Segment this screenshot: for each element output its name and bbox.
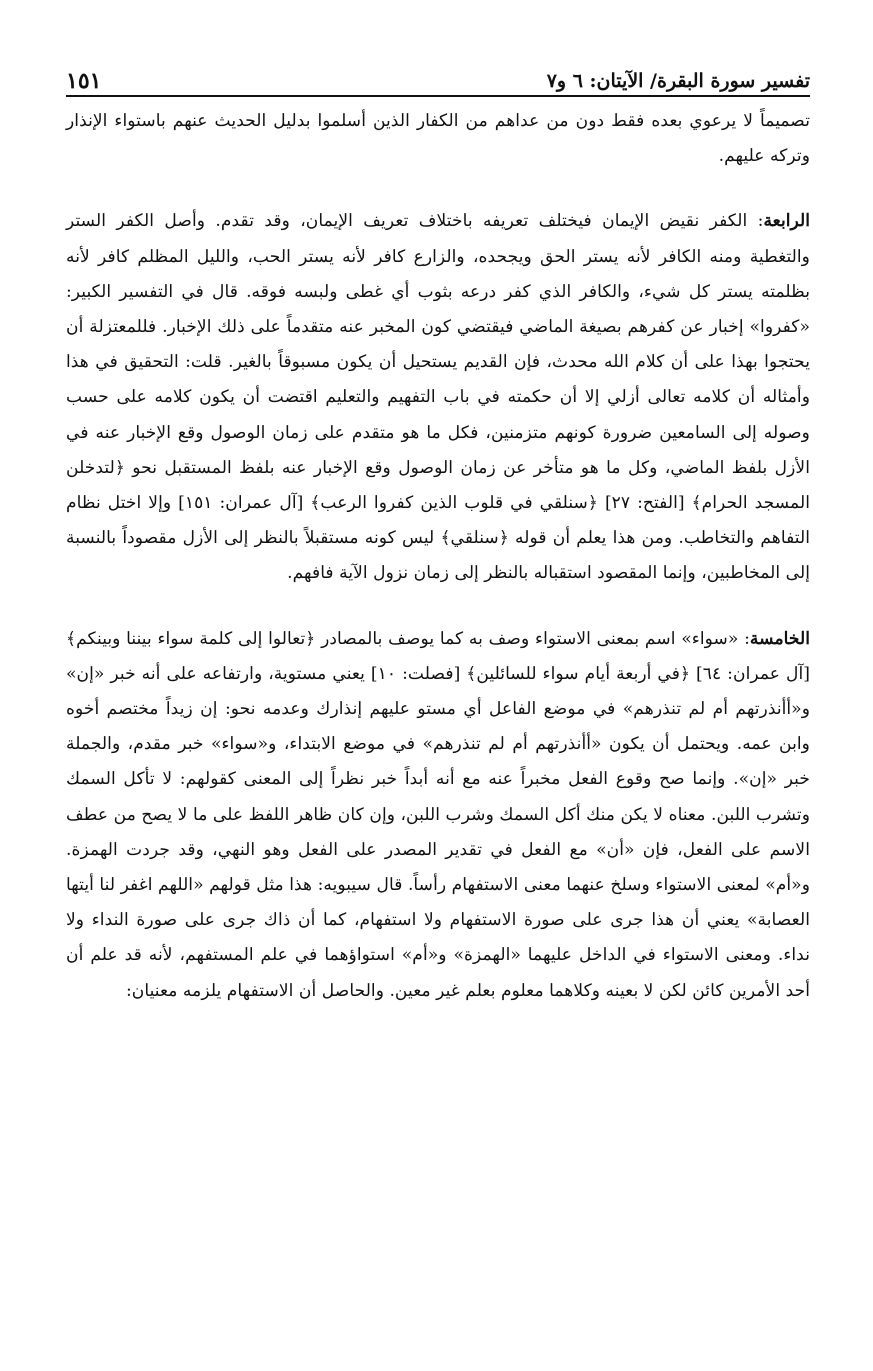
paragraph-gap — [66, 592, 810, 622]
paragraph-continuation — [66, 104, 810, 174]
header-rule — [66, 95, 810, 97]
page-body — [66, 104, 810, 1009]
page-number: ١٥١ — [66, 68, 102, 94]
paragraph-lead: الخامسة — [749, 628, 810, 649]
page-header — [66, 58, 810, 94]
paragraph-text: : الكفر نقيض الإيمان فيختلف تعريفه باختلاف تعريف الإيمان، وقد تقدم. وأصل الكفر الستر والتغطية ومنه الكافر لأنه يستر الحق ويجحده، والزارع كافر لأنه يستر الحب، والليل المظلم كافر لأنه بظلمته يستر كل شيء، والكافر الذي كفر درعه بثوب أي غطى ولبسه فوقه. قال في التفسير الكبير: «كفروا» إخبار عن كفرهم بصيغة الماضي فيقتضي كون المخبر عنه متقدماً على ذلك الإخبار. فللمعتزلة أن يحتجوا بهذا على أن كلام الله محدث، فإن القديم يستحيل أن يكون مسبوقاً بالغير. قلت: التحقيق في هذا وأمثاله أن كلامه تعالى أزلي إلا أن حكمته في باب التفهيم والتعليم اقتضت أن يكون كلامه على حسب وصوله إلى السامعين ضرورة كونهم متزمنين، فكل ما هو متقدم على زمان الوصول وقع الإخبار عنه في الأزل بلفظ الماضي، وكل ما هو متأخر عن زمان الوصول وقع الإخبار عنه بلفظ المستقبل نحو ﴿لتدخلن المسجد الحرام﴾ [الفتح: ٢٧] ﴿سنلقي في قلوب الذين كفروا الرعب﴾ [آل عمران: ١٥١] وإلا اختل نظام التفاهم والتخاطب. ومن هذا يعلم أن قوله ﴿سنلقي﴾ ليس كونه مستقبلاً بالنظر إلى الأزل مقصوداً بالنسبة إلى المخاطبين، وإنما المقصود استقباله بالنظر إلى زمان نزول الآية فافهم. — [66, 211, 810, 584]
paragraph-text: : «سواء» اسم بمعنى الاستواء وصف به كما يوصف بالمصادر ﴿تعالوا إلى كلمة سواء بيننا وبينكم﴾ [آل عمران: ٦٤] ﴿في أربعة أيام سواء للسائلين﴾ [فصلت: ١٠] يعني مستوية، وارتفاعه على أنه خبر «إن» و«أأنذرتهم أم لم تنذرهم» في موضع الفاعل أي مستو عليهم إنذارك وعدمه نحو: إن زيداً مختصم أخوه وابن عمه. ويحتمل أن يكون «أأنذرتهم أم لم تنذرهم» في موضع الابتداء، و«سواء» خبر مقدم، والجملة خبر «إن». وإنما صح وقوع الفعل مخبراً عنه مع أنه أبداً خبر نظراً إلى المعنى كقولهم: لا تأكل السمك وتشرب اللبن. معناه لا يكن منك أكل السمك وشرب اللبن، وإن كان ظاهر اللفظ على ما لا يصح من عطف الاسم على الفعل، فإن «أن» مع الفعل في تقدير المصدر على الفعل وهو النهي، وقد جردت الهمزة. و«أم» لمعنى الاستواء وسلخ عنهما معنى الاستفهام رأساً. قال سيبويه: هذا مثل قولهم «اللهم اغفر لنا أيتها العصابة» يعني أن هذا جرى على صورة الاستفهام ولا استفهام، كما أن ذاك جرى على صورة النداء ولا نداء. ومعنى الاستواء في الداخل عليهما «الهمزة» و«أم» استواؤهما في علم المستفهم، لأنه قد علم أن أحد الأمرين كائن لكن لا بعينه وكلاهما معلوم بعلم غير معين. والحاصل أن الاستفهام يلزمه معنيان: — [66, 628, 810, 1001]
running-title: تفسير سورة البقرة/ الآيتان: ٦ و٧ — [546, 70, 810, 92]
paragraph-text: تصميماً لا يرعوي بعده فقط دون من عداهم من الكفار الذين أسلموا بدليل الحديث عنهم باستواء الإنذار وتركه عليهم. — [66, 111, 810, 167]
paragraph-fifth — [66, 622, 810, 1009]
paragraph-gap — [66, 174, 810, 204]
paragraph-lead: الرابعة — [763, 211, 810, 232]
paragraph-fourth — [66, 204, 810, 591]
